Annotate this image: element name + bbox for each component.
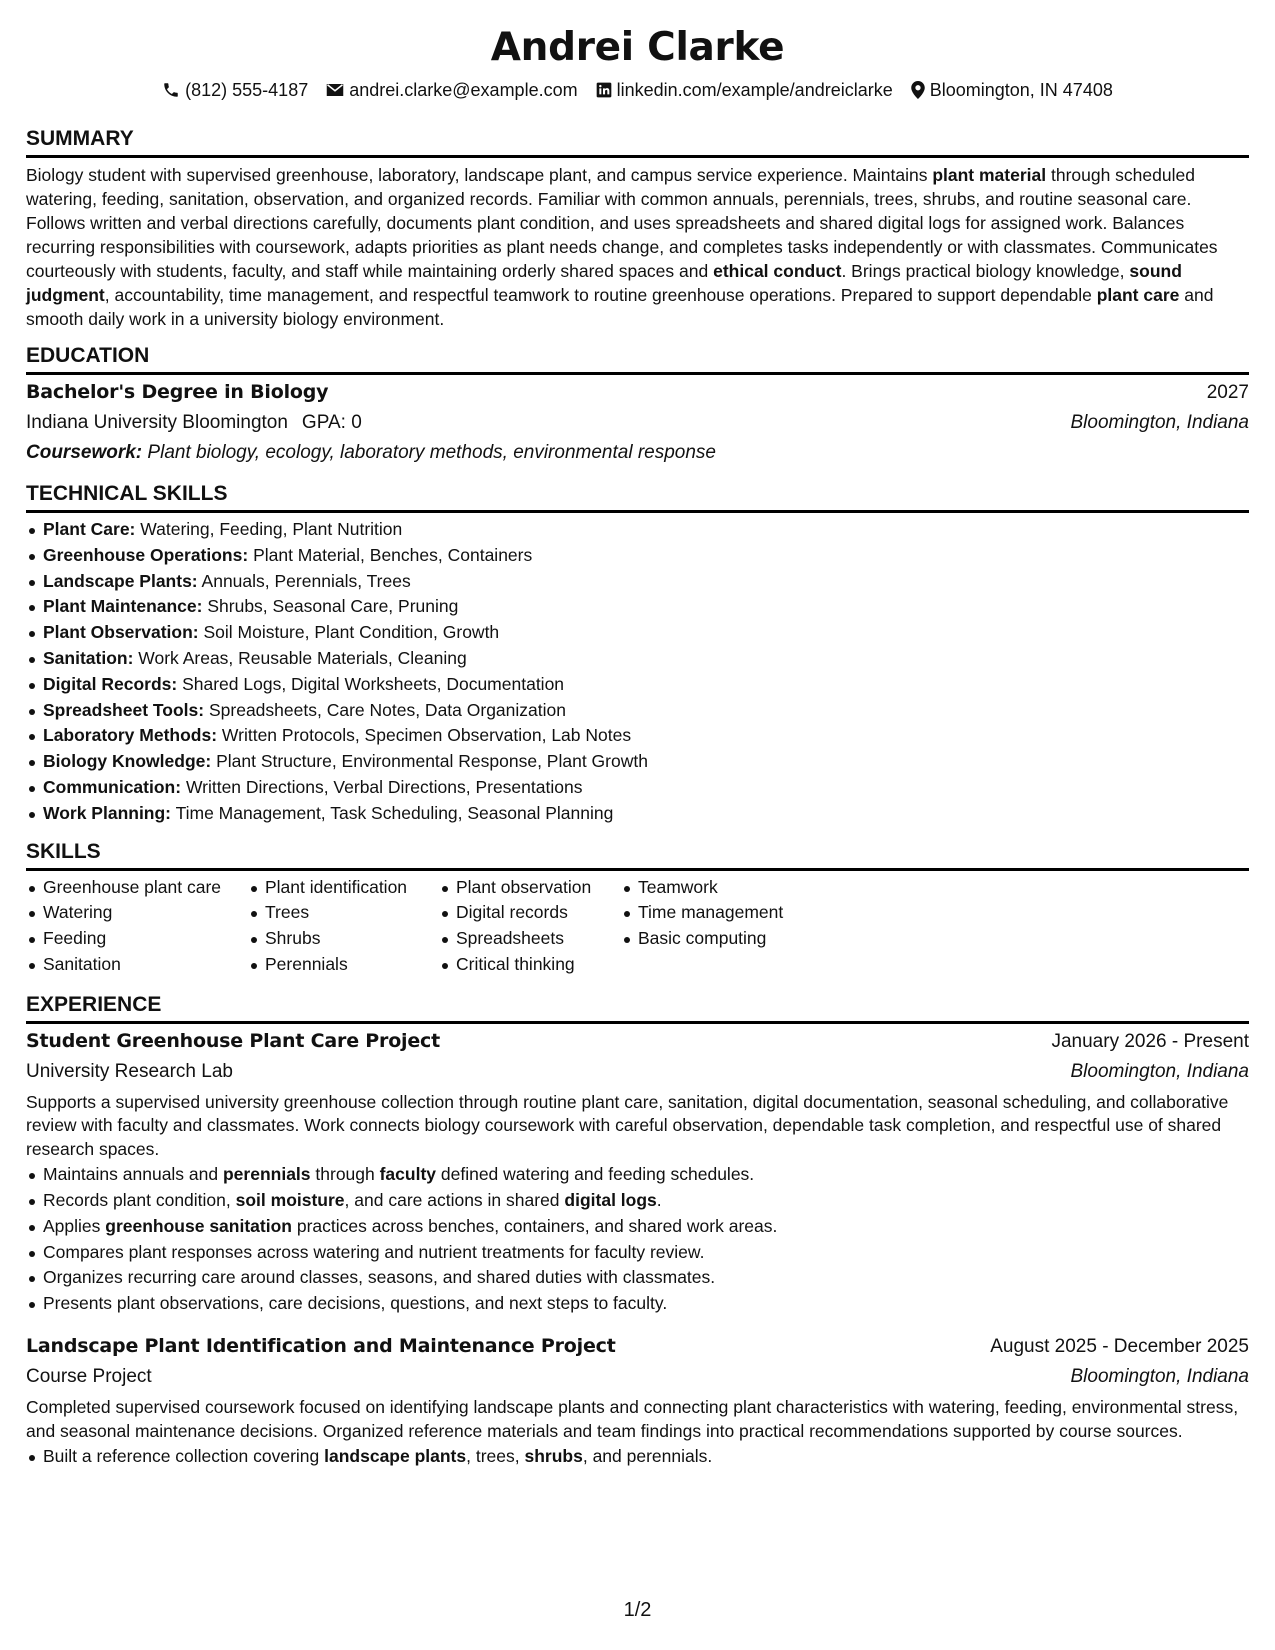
list-item: Plant observation bbox=[439, 875, 621, 901]
graduation-year: 2027 bbox=[1206, 382, 1249, 403]
list-item bbox=[26, 1162, 1249, 1188]
skill-category: Greenhouse Operations: bbox=[43, 544, 249, 565]
technical-skills-list bbox=[26, 517, 1249, 827]
bullet-text: Built a reference collection covering bbox=[43, 1446, 325, 1467]
experience-description: Supports a supervised university greenhouse collection through routine plant care, sanitation, digital documentation, seasonal scheduling, and collaborative review with faculty and classmates. Work connects biology coursework with careful observation, dependable task completion, and respectful use of shared research spaces. bbox=[26, 1091, 1229, 1159]
contact-email[interactable] bbox=[326, 78, 577, 102]
skill-category: Spreadsheet Tools: bbox=[43, 699, 205, 720]
experience-bullets bbox=[26, 1162, 1249, 1317]
bullet-text: . bbox=[656, 1190, 662, 1211]
experience-description: Completed supervised coursework focused on identifying landscape plants and connecting plant characteristics with watering, feeding, environmental stress, and seasonal maintenance decisions. Organized reference materials and team findings into practical recommendations supported by course sources. bbox=[26, 1397, 1239, 1441]
list-item bbox=[26, 1265, 1249, 1291]
technical-skills-section bbox=[26, 481, 1249, 827]
skill-category: Communication: bbox=[43, 776, 182, 797]
page-number: 1/2 bbox=[623, 1599, 652, 1621]
experience-dates: August 2025 - December 2025 bbox=[990, 1336, 1249, 1358]
experience-org: University Research Lab bbox=[26, 1060, 233, 1082]
coursework-label: Coursework: bbox=[26, 442, 143, 463]
education-section bbox=[26, 343, 1249, 468]
list-item: Greenhouse plant care bbox=[26, 875, 248, 901]
skill-values: Work Areas, Reusable Materials, Cleaning bbox=[138, 647, 467, 668]
section-title-summary: SUMMARY bbox=[26, 126, 1249, 158]
skill-category: Sanitation: bbox=[43, 647, 134, 668]
bullet-keyword: greenhouse sanitation bbox=[105, 1215, 292, 1236]
experience-bullets bbox=[26, 1444, 1249, 1470]
bullet-text: Organizes recurring care around classes, seasons, and shared duties with classmates. bbox=[43, 1267, 716, 1288]
school-line bbox=[26, 408, 362, 438]
bullet-keyword: faculty bbox=[379, 1164, 437, 1185]
section-title-skills: SKILLS bbox=[26, 839, 1249, 871]
bullet-text: defined watering and feeding schedules. bbox=[436, 1164, 755, 1185]
list-item: Watering bbox=[26, 900, 248, 926]
skill-values: Plant Material, Benches, Containers bbox=[253, 544, 533, 565]
contact-bar bbox=[26, 78, 1249, 102]
bullet-text: , trees, bbox=[466, 1446, 525, 1467]
skill-values: Shared Logs, Digital Worksheets, Documentation bbox=[182, 673, 565, 694]
summary-section bbox=[26, 126, 1249, 331]
list-item bbox=[26, 517, 1249, 543]
list-item bbox=[26, 723, 1249, 749]
degree-title: Bachelor's Degree in Biology bbox=[26, 381, 329, 403]
summary-keyword: sound judgment bbox=[26, 261, 1182, 305]
list-item: Critical thinking bbox=[439, 952, 621, 978]
list-item: Shrubs bbox=[248, 926, 439, 952]
list-item bbox=[26, 1444, 1249, 1470]
bullet-text: , and perennials. bbox=[582, 1446, 713, 1467]
school-name: Indiana University Bloomington bbox=[26, 412, 288, 433]
list-item bbox=[26, 1291, 1249, 1317]
map-pin-icon bbox=[911, 81, 925, 99]
coursework-text: Plant biology, ecology, laboratory methods, environmental response bbox=[147, 442, 716, 463]
skill-values: Soil Moisture, Plant Condition, Growth bbox=[203, 622, 500, 643]
skills-section bbox=[26, 839, 1249, 978]
list-item: Digital records bbox=[439, 900, 621, 926]
summary-part: through scheduled watering, feeding, sanitation, observation, and organized records. Familiar with common annuals, perennials, trees, shrubs, and routine seasonal care. Follows written and verbal directions carefully, documents plant condition, and uses spreadsheets and shared digital logs for assigned work. Balances recurring responsibilities with coursework, adapts priorities as plant needs change, and completes tasks independently or with classmates. Communicates courteously with students, faculty, and staff while maintaining orderly shared spaces and bbox=[26, 165, 1218, 281]
section-title-technical-skills: TECHNICAL SKILLS bbox=[26, 481, 1249, 513]
skill-values: Time Management, Task Scheduling, Seasonal Planning bbox=[175, 802, 614, 823]
list-item bbox=[26, 698, 1249, 724]
bullet-text: , and care actions in shared bbox=[344, 1190, 565, 1211]
bullet-text: practices across benches, containers, and shared work areas. bbox=[291, 1215, 778, 1236]
list-item: Teamwork bbox=[621, 875, 841, 901]
experience-dates: January 2026 - Present bbox=[1051, 1030, 1249, 1052]
list-item: Perennials bbox=[248, 952, 439, 978]
summary-keyword: plant material bbox=[932, 165, 1047, 185]
location-text: Bloomington, IN 47408 bbox=[929, 80, 1113, 100]
coursework-line bbox=[26, 438, 1249, 468]
skill-category: Laboratory Methods: bbox=[43, 725, 218, 746]
list-item bbox=[26, 1214, 1249, 1240]
list-item bbox=[26, 1240, 1249, 1266]
list-item bbox=[26, 672, 1249, 698]
list-item bbox=[26, 594, 1249, 620]
experience-title: Student Greenhouse Plant Care Project bbox=[26, 1029, 440, 1052]
list-item bbox=[26, 569, 1249, 595]
bullet-text: Compares plant responses across watering and nutrient treatments for faculty review. bbox=[43, 1241, 705, 1262]
list-item: Spreadsheets bbox=[439, 926, 621, 952]
skill-category: Digital Records: bbox=[43, 673, 178, 694]
bullet-keyword: perennials bbox=[222, 1164, 311, 1185]
skills-grid bbox=[26, 875, 1249, 978]
experience-header-row bbox=[26, 1331, 1249, 1362]
bullet-keyword: landscape plants bbox=[324, 1446, 467, 1467]
linkedin-icon bbox=[596, 82, 612, 98]
list-item bbox=[26, 1188, 1249, 1214]
bullet-keyword: shrubs bbox=[524, 1446, 583, 1467]
skill-category: Plant Maintenance: bbox=[43, 596, 203, 617]
summary-keyword: ethical conduct bbox=[713, 261, 842, 281]
list-item: Plant identification bbox=[248, 875, 439, 901]
list-item bbox=[26, 749, 1249, 775]
skill-category: Biology Knowledge: bbox=[43, 751, 212, 772]
section-title-education: EDUCATION bbox=[26, 343, 1249, 375]
skill-values: Shrubs, Seasonal Care, Pruning bbox=[207, 596, 459, 617]
summary-part: and smooth daily work in a university biology environment. bbox=[26, 285, 1214, 329]
skills-column bbox=[26, 875, 248, 978]
skill-category: Work Planning: bbox=[43, 802, 172, 823]
list-item: Time management bbox=[621, 900, 841, 926]
bullet-text: Maintains annuals and bbox=[43, 1164, 223, 1185]
list-item bbox=[26, 775, 1249, 801]
experience-entry bbox=[26, 1026, 1249, 1317]
contact-phone bbox=[162, 78, 308, 102]
section-title-experience: EXPERIENCE bbox=[26, 992, 1249, 1024]
list-item bbox=[26, 620, 1249, 646]
contact-linkedin[interactable] bbox=[596, 78, 893, 102]
linkedin-text[interactable]: linkedin.com/example/andreiclarke bbox=[616, 80, 893, 100]
experience-org: Course Project bbox=[26, 1366, 152, 1388]
education-header-row bbox=[26, 377, 1249, 408]
skill-values: Plant Structure, Environmental Response, Plant Growth bbox=[216, 751, 648, 772]
bullet-text: Presents plant observations, care decisions, questions, and next steps to faculty. bbox=[43, 1293, 668, 1314]
experience-title: Landscape Plant Identification and Maintenance Project bbox=[26, 1335, 616, 1358]
bullet-keyword: digital logs bbox=[564, 1190, 657, 1211]
summary-part: , accountability, time management, and respectful teamwork to routine greenhouse operations. Prepared to support dependable bbox=[104, 285, 1097, 305]
summary-part: Biology student with supervised greenhouse, laboratory, landscape plant, and campus service experience. Maintains bbox=[26, 165, 933, 185]
list-item: Trees bbox=[248, 900, 439, 926]
contact-location bbox=[911, 78, 1113, 102]
candidate-name: Andrei Clarke bbox=[490, 25, 785, 70]
resume-content bbox=[26, 22, 1249, 1470]
skills-column bbox=[439, 875, 621, 978]
list-item bbox=[26, 543, 1249, 569]
email-text[interactable]: andrei.clarke@example.com bbox=[349, 80, 578, 100]
skill-values: Written Directions, Verbal Directions, Presentations bbox=[185, 776, 583, 797]
gpa-value: GPA: 0 bbox=[301, 412, 362, 433]
experience-section bbox=[26, 992, 1249, 1470]
list-item bbox=[26, 801, 1249, 827]
experience-entry bbox=[26, 1331, 1249, 1470]
skill-category: Landscape Plants: bbox=[43, 570, 198, 591]
experience-org-row bbox=[26, 1057, 1249, 1087]
experience-org-row bbox=[26, 1362, 1249, 1392]
skill-values: Written Protocols, Specimen Observation, Lab Notes bbox=[221, 725, 632, 746]
list-item: Sanitation bbox=[26, 952, 248, 978]
summary-part: . Brings practical biology knowledge, bbox=[841, 261, 1130, 281]
envelope-icon bbox=[326, 83, 344, 97]
skill-values: Watering, Feeding, Plant Nutrition bbox=[140, 519, 403, 539]
experience-location: Bloomington, Indiana bbox=[1070, 1060, 1249, 1082]
school-location: Bloomington, Indiana bbox=[1070, 412, 1249, 433]
skills-column bbox=[621, 875, 841, 978]
bullet-text: Records plant condition, bbox=[43, 1190, 236, 1211]
skill-category: Plant Observation: bbox=[43, 622, 199, 643]
skill-category: Plant Care: bbox=[43, 519, 136, 539]
list-item: Feeding bbox=[26, 926, 248, 952]
bullet-text: through bbox=[310, 1164, 380, 1185]
skill-values: Spreadsheets, Care Notes, Data Organization bbox=[208, 699, 566, 720]
summary-keyword: plant care bbox=[1096, 285, 1180, 305]
experience-header-row bbox=[26, 1026, 1249, 1057]
education-school-row bbox=[26, 408, 1249, 438]
list-item: Basic computing bbox=[621, 926, 841, 952]
experience-location: Bloomington, Indiana bbox=[1070, 1366, 1249, 1388]
phone-icon bbox=[162, 81, 180, 99]
bullet-text: Applies bbox=[43, 1215, 106, 1236]
summary-paragraph bbox=[26, 163, 1249, 331]
skills-column bbox=[248, 875, 439, 978]
phone-text: (812) 555-4187 bbox=[185, 80, 309, 100]
list-item bbox=[26, 646, 1249, 672]
bullet-keyword: soil moisture bbox=[235, 1190, 345, 1211]
skill-values: Annuals, Perennials, Trees bbox=[201, 570, 411, 591]
